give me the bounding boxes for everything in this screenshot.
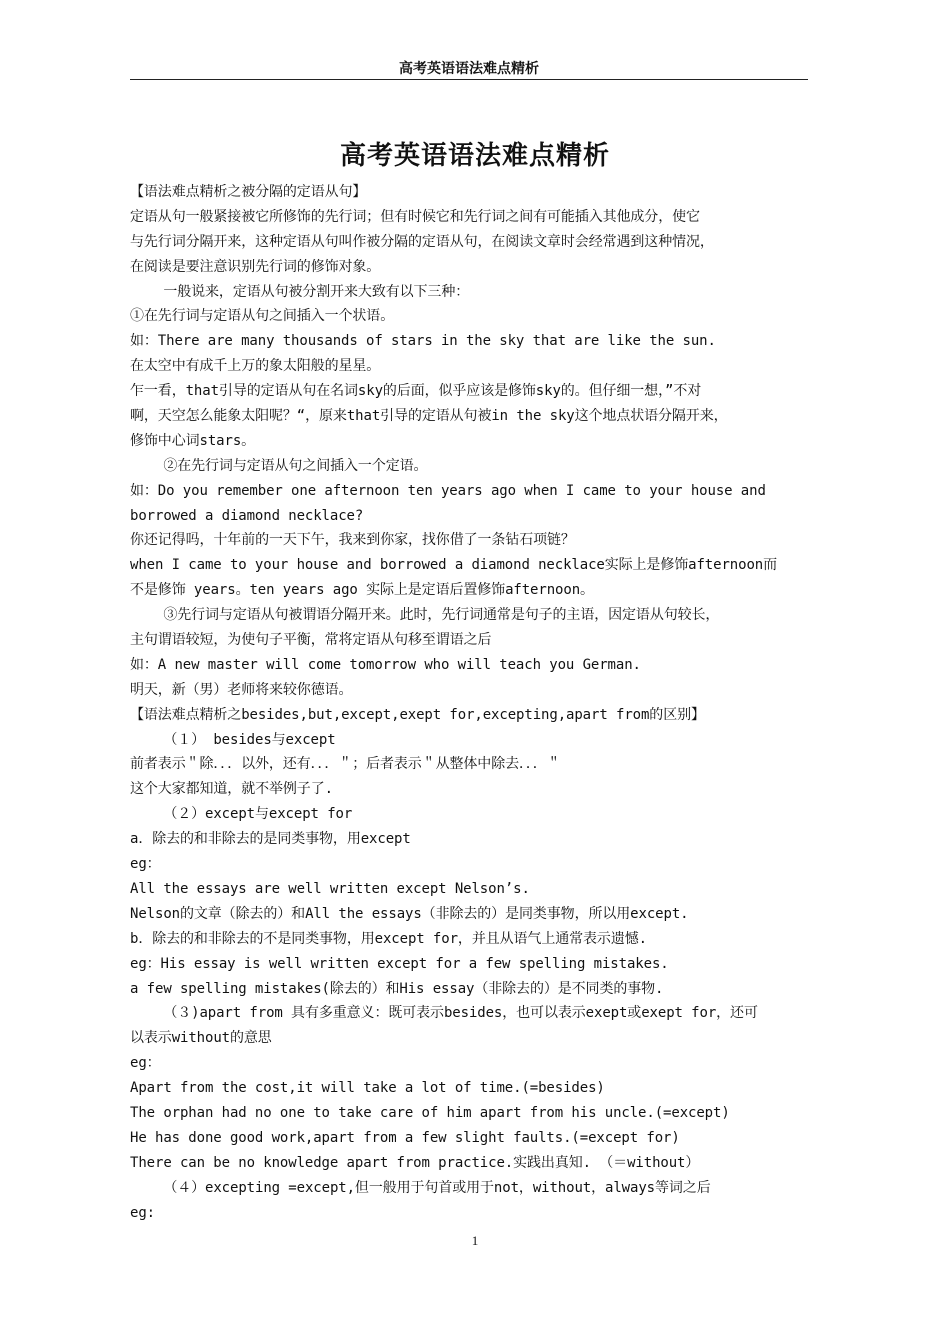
text-line: ②在先行词与定语从句之间插入一个定语。 xyxy=(130,457,428,474)
text-line: （１） besides与except xyxy=(130,731,336,748)
text-line: 在阅读是要注意识别先行词的修饰对象。 xyxy=(130,258,381,275)
text-line: All the essays are well written except Nelson’s. xyxy=(130,880,530,897)
text-line: 以表示without的意思 xyxy=(130,1030,272,1047)
text-line: 如：Do you remember one afternoon ten years ago when I came to your house and xyxy=(130,482,766,499)
text-line: b．除去的和非除去的不是同类事物，用except for，并且从语气上通常表示遗憾. xyxy=(130,930,647,947)
text-line: There can be no knowledge apart from practice.实践出真知. （＝without） xyxy=(130,1154,700,1171)
text-line: 如：A new master will come tomorrow who will teach you German. xyxy=(130,656,641,673)
text-line: 如：There are many thousands of stars in the sky that are like the sun. xyxy=(130,333,716,350)
text-line: ①在先行词与定语从句之间插入一个状语。 xyxy=(130,308,395,325)
text-line: The orphan had no one to take care of him apart from his uncle.(=except) xyxy=(130,1104,730,1121)
text-line: 前者表示＂除．．．以外，还有．．．＂；后者表示＂从整体中除去．．．＂ xyxy=(130,756,561,773)
text-line: eg： xyxy=(130,856,161,873)
text-line: 定语从句一般紧接被它所修饰的先行词；但有时候它和先行词之间有可能插入其他成分，使它 xyxy=(130,208,700,225)
text-line: a．除去的和非除去的是同类事物，用except xyxy=(130,831,411,848)
text-line: 主句谓语较短，为使句子平衡，常将定语从句移至谓语之后 xyxy=(130,632,492,649)
text-line: eg： xyxy=(130,1055,161,1072)
text-line: eg: xyxy=(130,1204,155,1221)
text-line: borrowed a diamond necklace? xyxy=(130,507,364,524)
text-line: 与先行词分隔开来，这种定语从句叫作被分隔的定语从句，在阅读文章时会经常遇到这种情况， xyxy=(130,233,714,250)
text-line: （４）excepting =except,但一般用于句首或用于not，without，always等词之后 xyxy=(130,1179,711,1196)
text-line: 不是修饰 years。ten years ago 实际上是定语后置修饰afternoon。 xyxy=(130,582,594,599)
document-body xyxy=(130,180,830,1225)
text-line: He has done good work,apart from a few slight faults.(=except for) xyxy=(130,1129,680,1146)
text-line: a few spelling mistakes(除去的）和His essay（非除去的）是不同类的事物. xyxy=(130,980,664,997)
text-line: Apart from the cost,it will take a lot of time.(=besides) xyxy=(130,1080,605,1097)
text-line: 你还记得吗，十年前的一天下午，我来到你家，找你借了一条钻石项链？ xyxy=(130,532,575,549)
document-title: 高考英语语法难点精析 xyxy=(339,141,610,171)
text-line: 明天，新（男）老师将来较你德语。 xyxy=(130,681,353,698)
text-line: Nelson的文章（除去的）和All the essays（非除去的）是同类事物，所以用except. xyxy=(130,905,689,922)
text-line: 【语法难点精析之被分隔的定语从句】 xyxy=(130,184,367,200)
text-line: 这个大家都知道，就不举例子了. xyxy=(130,781,333,798)
text-line: （３)apart from 具有多重意义：既可表示besides，也可以表示exept或exept for，还可 xyxy=(130,1005,758,1022)
text-line: 修饰中心词stars。 xyxy=(130,432,256,449)
text-line: eg：His essay is well written except for a few spelling mistakes. xyxy=(130,955,669,972)
text-line: 乍一看，that引导的定语从句在名词sky的后面，似乎应该是修饰sky的。但仔细一想，”不对 xyxy=(130,383,702,400)
page-number: 1 xyxy=(471,1233,479,1248)
text-line: when I came to your house and borrowed a diamond necklace实际上是修饰afternoon而 xyxy=(130,557,777,574)
text-line: 【语法难点精析之besides,but,except,exept for,excepting,apart from的区别】 xyxy=(130,706,705,723)
text-line: 在太空中有成千上万的象太阳般的星星。 xyxy=(130,358,381,375)
text-line: ③先行词与定语从句被谓语分隔开来。此时，先行词通常是句子的主语，因定语从句较长， xyxy=(130,607,720,624)
running-header: 高考英语语法难点精析 xyxy=(130,60,808,80)
text-line: 啊，天空怎么能象太阳呢？“，原来that引导的定语从句被in the sky这个地点状语分隔开来， xyxy=(130,408,728,425)
text-line: （２）except与except for xyxy=(130,806,353,823)
text-line: 一般说来，定语从句被分割开来大致有以下三种： xyxy=(130,283,470,300)
